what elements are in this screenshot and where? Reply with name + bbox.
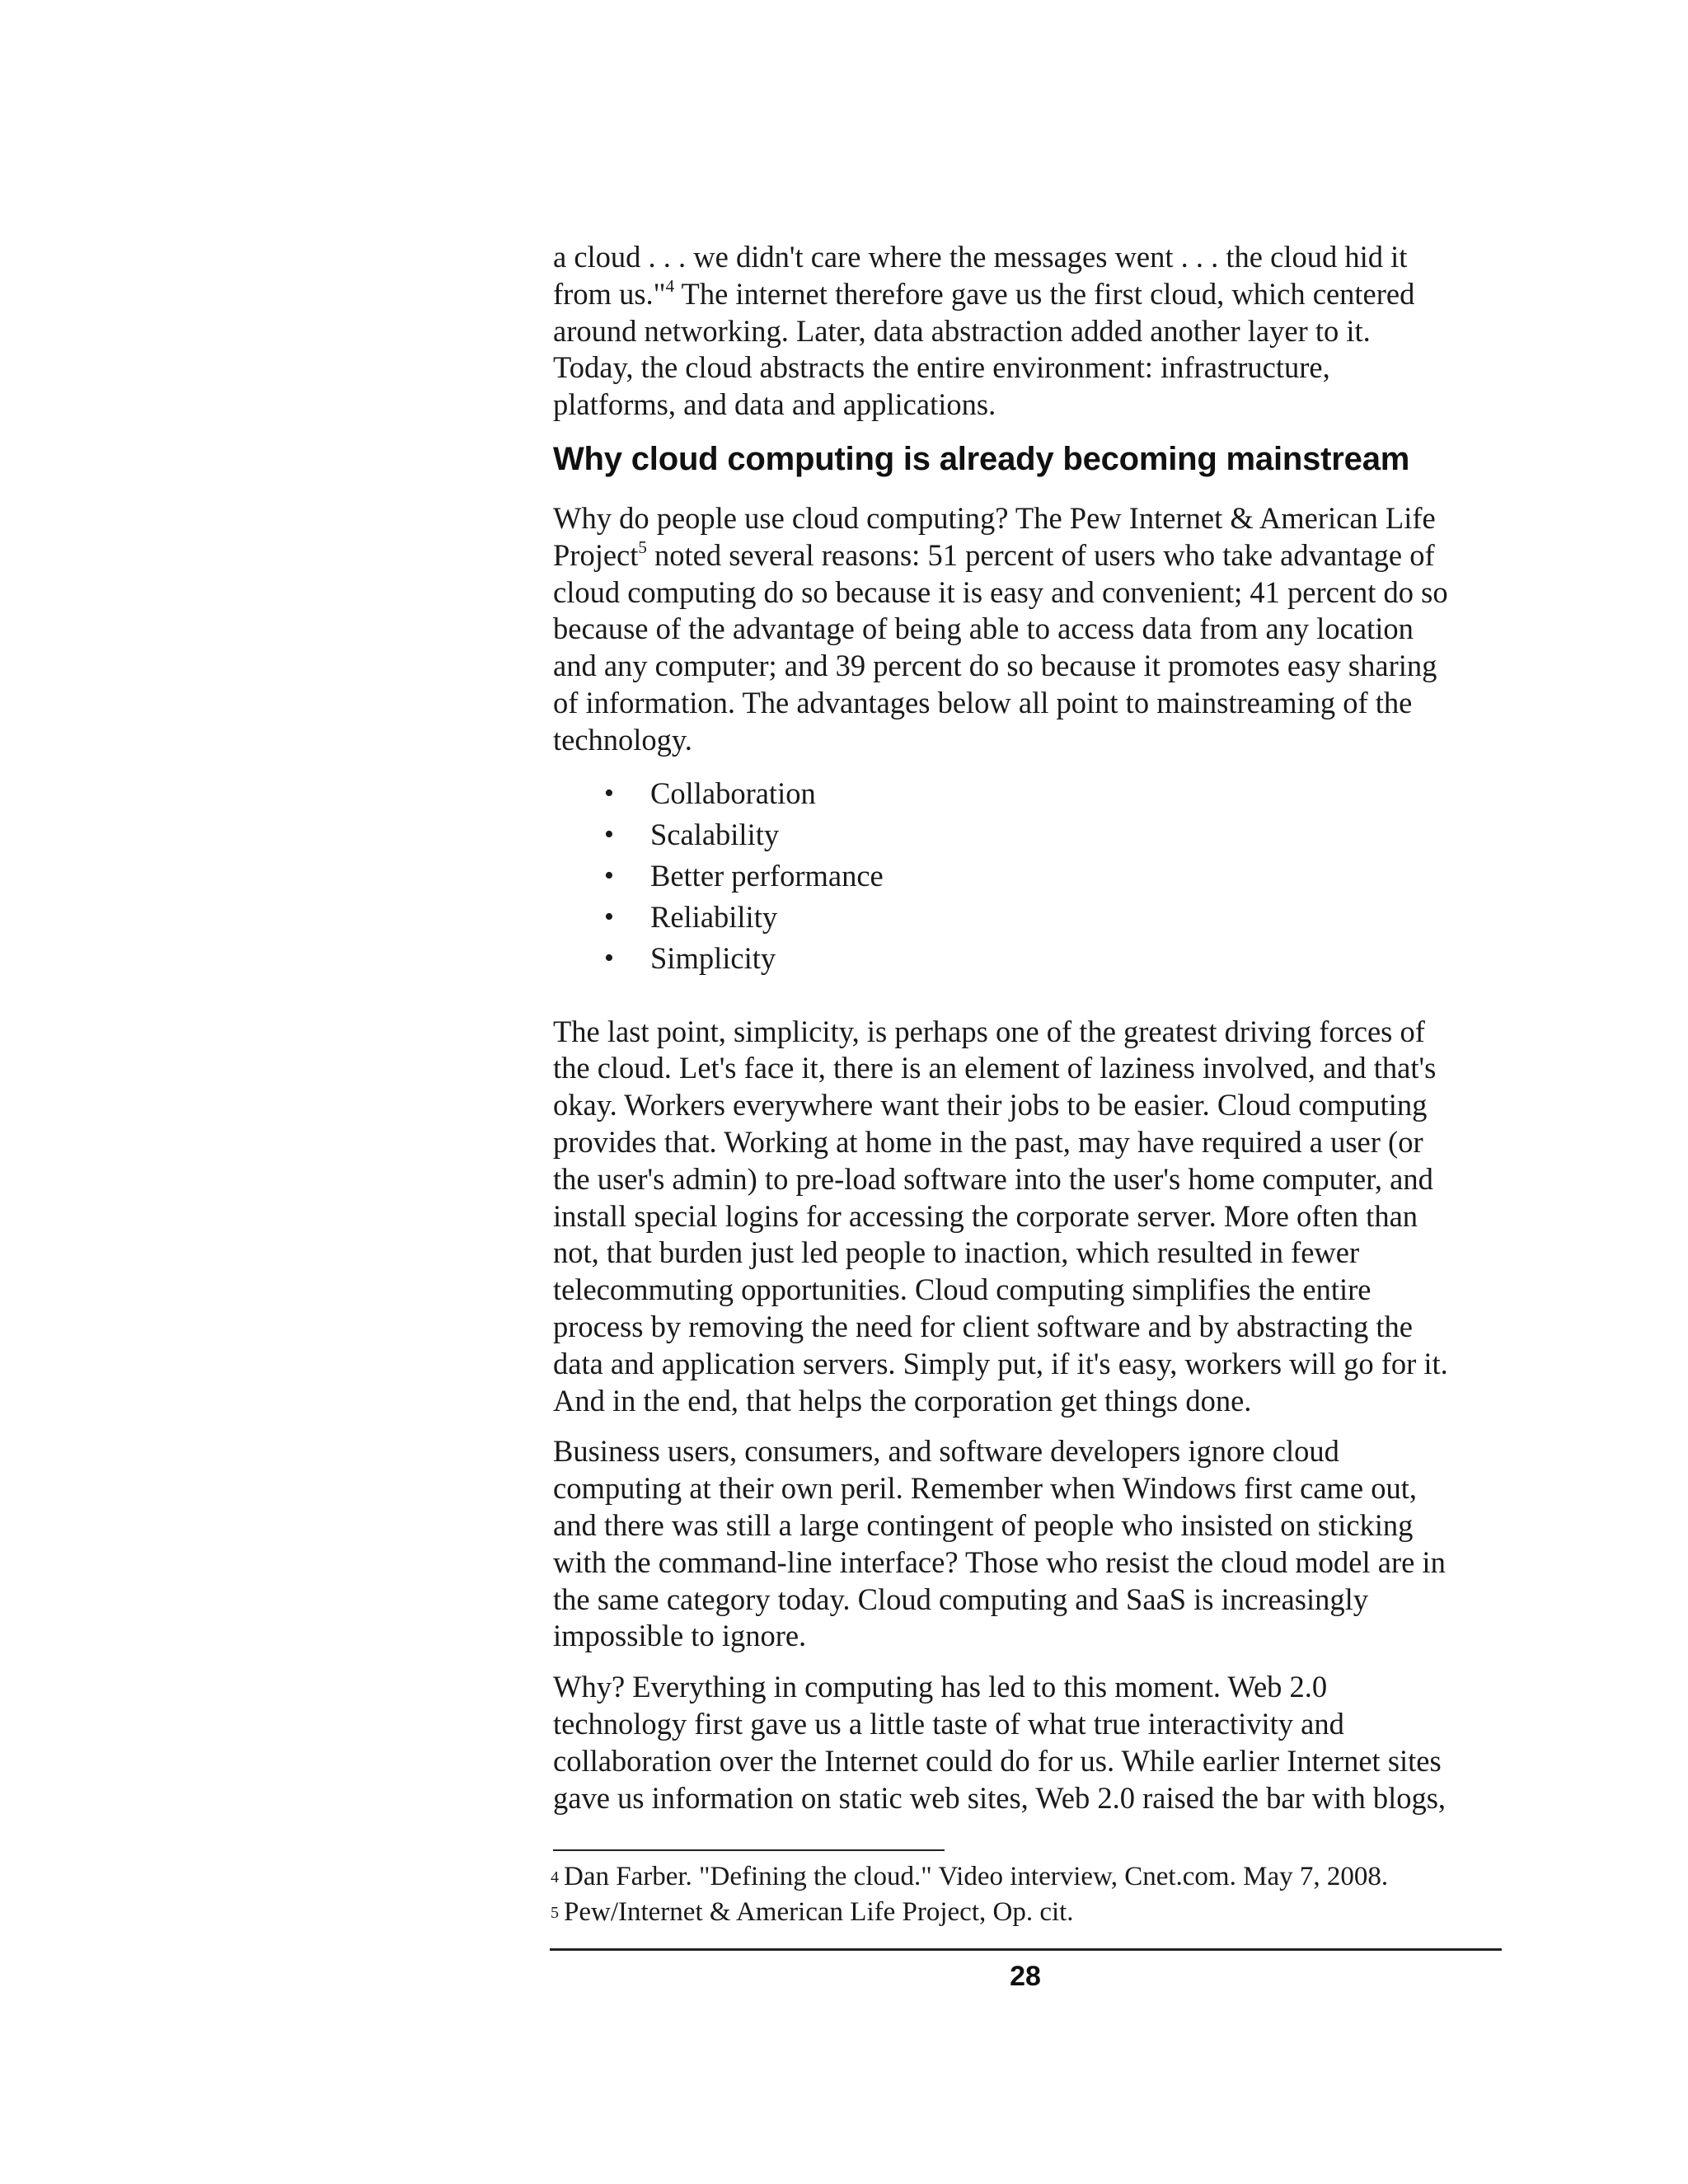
text-line: technology. — [553, 722, 692, 757]
list-item — [553, 938, 1517, 979]
simplicity-paragraph — [553, 1014, 1517, 1420]
text-line: because of the advantage of being able to access data from any location — [553, 612, 1414, 646]
list-item — [553, 897, 1517, 938]
bullet-icon: • — [604, 860, 614, 891]
text-line: and any computer; and 39 percent do so because it promotes easy sharing — [553, 649, 1437, 683]
text-line: the user's admin) to pre-load software into the user's home computer, and — [553, 1161, 1433, 1196]
bullet-icon: • — [604, 777, 614, 808]
text-line: of information. The advantages below all point to mainstreaming of the — [553, 685, 1413, 719]
text-line: data and application servers. Simply put, if it's easy, workers will go for it. — [553, 1346, 1448, 1380]
footnote-reference[interactable]: 5 — [638, 537, 647, 557]
text-line: Business users, consumers, and software developers ignore cloud — [553, 1434, 1339, 1469]
text-line: install special logins for accessing the corporate server. More often than — [553, 1198, 1418, 1233]
footnote-text: Dan Farber. "Defining the cloud." Video interview, Cnet.com. May 7, 2008. — [564, 1862, 1389, 1891]
intro-paragraph — [553, 239, 1517, 424]
list-item-label: Reliability — [650, 899, 778, 934]
bullet-icon: • — [604, 942, 614, 973]
advantages-list — [553, 773, 1517, 979]
list-item-label: Better performance — [650, 858, 884, 893]
text-fragment: noted several reasons: 51 percent of users who take advantage of — [646, 537, 1435, 572]
text-line: platforms, and data and applications. — [553, 387, 996, 422]
section-heading: Why cloud computing is already becoming mainstream — [553, 440, 1410, 477]
text-line: a cloud . . . we didn't care where the messages went . . . the cloud hid it — [553, 240, 1408, 274]
text-line: gave us information on static web sites, Web 2.0 raised the bar with blogs, — [553, 1780, 1447, 1815]
text-line: not, that burden just led people to inaction, which resulted in fewer — [553, 1235, 1360, 1270]
footnote-divider — [553, 1849, 945, 1851]
page-number: 28 — [1010, 1961, 1041, 1992]
text-line: provides that. Working at home in the past, may have required a user (or — [553, 1124, 1423, 1159]
footnote-number: 4 — [551, 1868, 559, 1886]
web20-paragraph — [553, 1669, 1517, 1816]
text-line: computing at their own peril. Remember when Windows first came out, — [553, 1471, 1418, 1506]
business-paragraph — [553, 1433, 1517, 1655]
text-line: telecommuting opportunities. Cloud computing simplifies the entire — [553, 1272, 1372, 1307]
text-line: and there was still a large contingent of people who insisted on sticking — [553, 1507, 1414, 1542]
bullet-icon: • — [604, 901, 614, 932]
page-body — [553, 239, 1517, 1830]
text-fragment: The internet therefore gave us the first cloud, which centered — [674, 276, 1415, 311]
text-line: with the command-line interface? Those who resist the cloud model are in — [553, 1544, 1446, 1579]
text-line: The last point, simplicity, is perhaps one of the greatest driving forces of — [553, 1014, 1425, 1048]
footer-divider — [550, 1948, 1502, 1951]
list-item-label: Simplicity — [650, 940, 776, 975]
footnote-item — [551, 1859, 1515, 1895]
text-line: okay. Workers everywhere want their jobs to be easier. Cloud computing — [553, 1088, 1428, 1122]
text-line: the same category today. Cloud computing and SaaS is increasingly — [553, 1582, 1368, 1616]
list-item-label: Scalability — [650, 817, 780, 851]
text-line: technology first gave us a little taste of what true interactivity and — [553, 1706, 1344, 1741]
text-fragment: Project — [553, 537, 639, 572]
text-line: And in the end, that helps the corporation get things done. — [553, 1383, 1252, 1418]
text-line: Why? Everything in computing has led to this moment. Web 2.0 — [553, 1670, 1328, 1704]
list-item — [553, 773, 1517, 814]
text-line — [553, 537, 1517, 574]
list-item — [553, 855, 1517, 897]
text-line: the cloud. Let's face it, there is an element of laziness involved, and that's — [553, 1051, 1437, 1085]
text-line — [553, 276, 1517, 313]
why-paragraph — [553, 500, 1517, 759]
text-fragment: from us." — [553, 276, 666, 311]
text-line: Today, the cloud abstracts the entire environment: infrastructure, — [553, 350, 1330, 385]
footnote-reference[interactable]: 4 — [665, 275, 675, 296]
text-line: process by removing the need for client software and by abstracting the — [553, 1309, 1413, 1343]
footnote-item — [551, 1895, 1515, 1930]
list-item-label: Collaboration — [650, 776, 816, 810]
text-line: impossible to ignore. — [553, 1619, 807, 1653]
footnote-text: Pew/Internet & American Life Project, Op. cit. — [564, 1897, 1074, 1927]
text-line: around networking. Later, data abstraction added another layer to it. — [553, 313, 1371, 348]
list-item — [553, 814, 1517, 855]
footnotes — [551, 1859, 1515, 1930]
text-line: Why do people use cloud computing? The Pew Internet & American Life — [553, 500, 1436, 535]
text-line: cloud computing do so because it is easy and convenient; 41 percent do so — [553, 574, 1448, 609]
bullet-icon: • — [604, 818, 614, 850]
footnote-number: 5 — [551, 1904, 559, 1922]
text-line: collaboration over the Internet could do for us. While earlier Internet sites — [553, 1743, 1442, 1778]
